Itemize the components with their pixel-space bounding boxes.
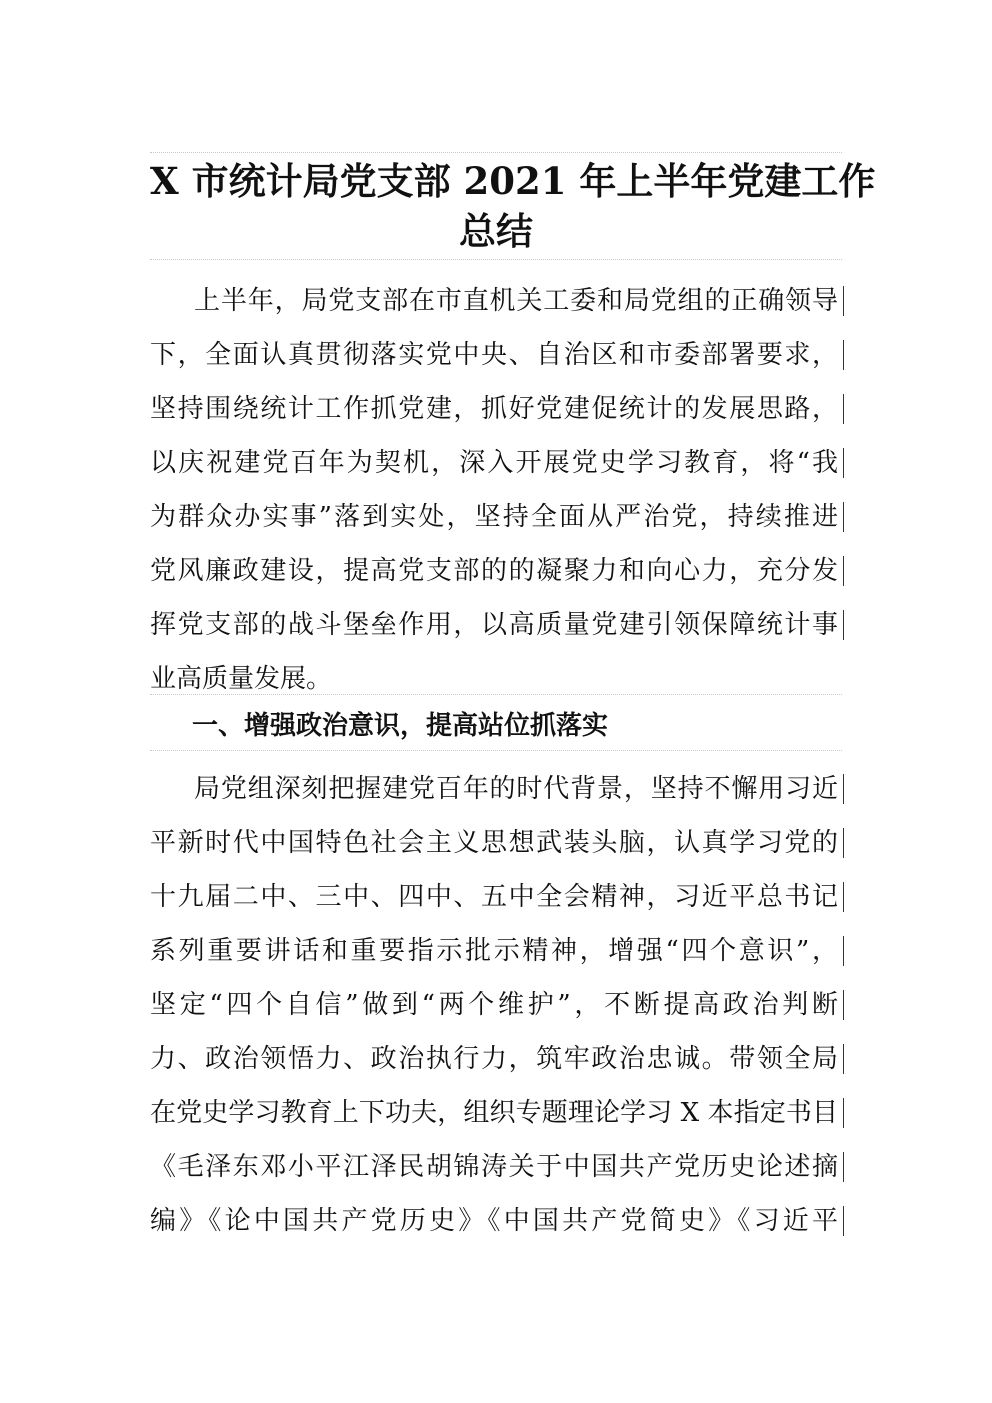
paragraph-line: 上半年，局党支部在市直机关工委和局党组的正确领导 (194, 274, 838, 328)
paragraph-line: 党风廉政建设，提高党支部的的凝聚力和向心力，充分发 (150, 544, 838, 598)
paragraph-line: 下，全面认真贯彻落实党中央、自治区和市委部署要求， (150, 328, 838, 382)
paragraph-line: 《毛泽东邓小平江泽民胡锦涛关于中国共产党历史论述摘 (150, 1140, 838, 1194)
paragraph-line: 业高质量发展。 (150, 664, 333, 694)
title-line-1: X 市统计局党支部 2021 年上半年党建工作 (150, 159, 876, 203)
paragraph-line: 编》《论中国共产党历史》《中国共产党简史》《习近平 (150, 1194, 838, 1248)
paragraph-line: 挥党支部的战斗堡垒作用，以高质量党建引领保障统计事 (150, 598, 838, 652)
paragraph-line: 平新时代中国特色社会主义思想武装头脑，认真学习党的 (150, 816, 838, 870)
paragraph-line: 坚定“四个自信”做到“两个维护”，不断提高政治判断 (150, 978, 838, 1032)
paragraph-line: 为群众办实事”落到实处，坚持全面从严治党，持续推进 (150, 490, 838, 544)
paragraph-intro (150, 274, 842, 695)
paragraph-line: 在党史学习教育上下功夫，组织专题理论学习 X 本指定书目 (150, 1086, 838, 1140)
title-line-2: 总结 (459, 209, 533, 253)
section-heading (150, 700, 842, 751)
paragraph-line: 局党组深刻把握建党百年的时代背景，坚持不懈用习近 (194, 762, 838, 816)
document-title (150, 152, 876, 260)
section-heading-text: 一、增强政治意识，提高站位抓落实 (192, 711, 609, 741)
paragraph-section-1 (150, 762, 842, 1242)
paragraph-line: 坚持围绕统计工作抓党建，抓好党建促统计的发展思路， (150, 382, 838, 436)
paragraph-line: 十九届二中、三中、四中、五中全会精神，习近平总书记 (150, 870, 838, 924)
paragraph-line: 以庆祝建党百年为契机，深入开展党史学习教育，将“我 (150, 436, 838, 490)
paragraph-line: 系列重要讲话和重要指示批示精神，增强“四个意识”， (150, 924, 838, 978)
paragraph-line: 力、政治领悟力、政治执行力，筑牢政治忠诚。带领全局 (150, 1032, 838, 1086)
